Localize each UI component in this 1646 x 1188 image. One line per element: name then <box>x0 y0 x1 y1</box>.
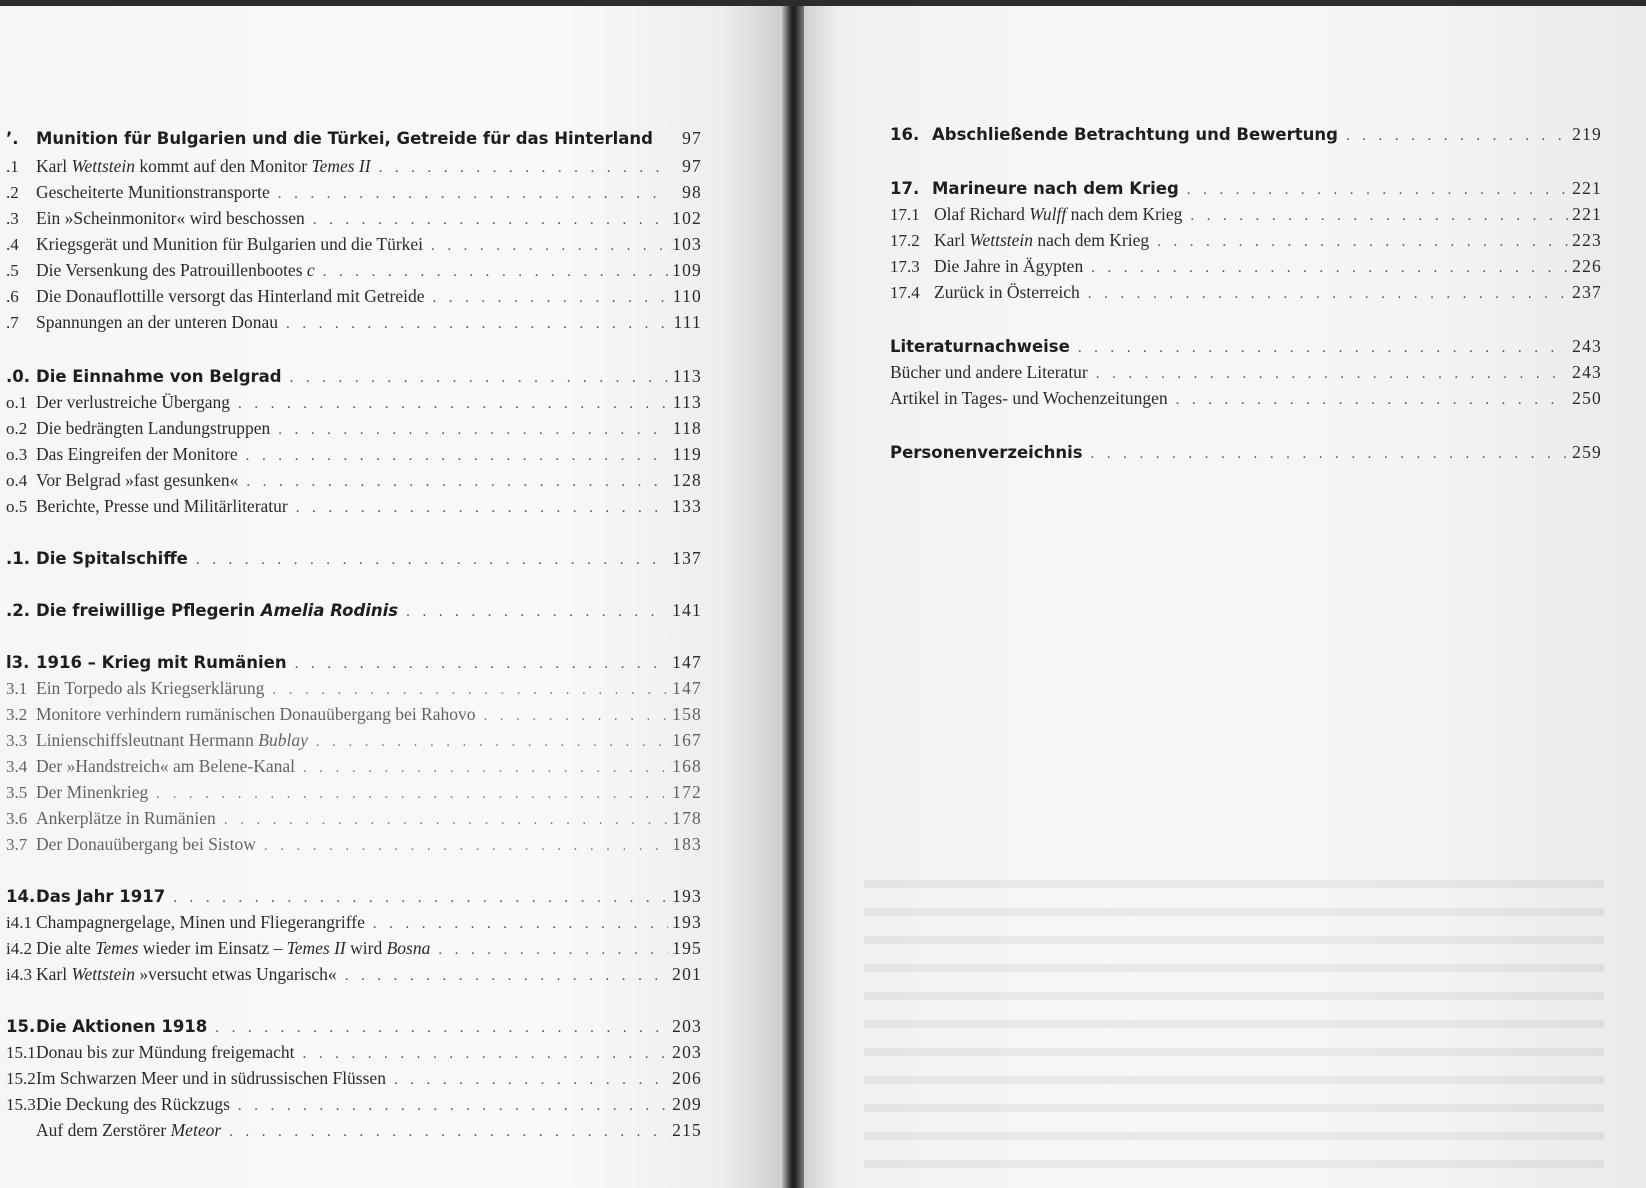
toc-title: Olaf Richard Wulff nach dem Krieg <box>934 204 1183 224</box>
toc-title: Die bedrängten Landungstruppen <box>36 418 271 438</box>
toc-number: 14. <box>6 887 36 906</box>
toc-title: Der »Handstreich« am Belene-Kanal <box>36 756 295 776</box>
toc-number: 15. <box>6 1017 36 1036</box>
toc-entry <box>6 756 702 777</box>
toc-title: Literaturnachweise <box>890 337 1070 356</box>
toc-page-number: 147 <box>672 678 702 698</box>
toc-page-number: 167 <box>672 730 702 750</box>
dot-leader <box>238 448 668 465</box>
toc-title: Im Schwarzen Meer und in südrussischen Flüssen <box>36 1068 386 1088</box>
toc-title: Bücher und andere Literatur <box>890 362 1088 382</box>
dot-leader <box>337 968 668 985</box>
toc-page-number: 97 <box>682 156 702 176</box>
toc-title: Personenverzeichnis <box>890 443 1083 462</box>
toc-title: Champagnergelage, Minen und Fliegerangriffe <box>36 912 365 932</box>
toc-title: Ein »Scheinmonitor« wird beschossen <box>36 208 305 228</box>
dot-leader <box>207 1020 668 1037</box>
dot-leader <box>305 212 668 229</box>
toc-entry <box>6 470 702 491</box>
toc-entry <box>6 286 702 307</box>
toc-page-number: 203 <box>672 1042 702 1062</box>
toc-page-number: 98 <box>682 182 702 202</box>
toc-page-number: 172 <box>672 782 702 802</box>
toc-number: .7 <box>6 313 19 332</box>
dot-leader <box>270 186 668 203</box>
dot-leader <box>287 656 668 673</box>
dot-leader <box>1083 446 1568 463</box>
toc-title: Die Aktionen 1918 <box>36 1017 208 1036</box>
toc-entry <box>6 182 702 203</box>
dot-leader <box>256 838 668 855</box>
toc-entry <box>6 834 702 855</box>
toc-page-number: 221 <box>1572 178 1602 198</box>
dot-leader <box>216 812 668 829</box>
toc-title: Munition für Bulgarien und die Türkei, Getreide für das Hinterland <box>36 129 653 148</box>
toc-page-number: 141 <box>672 600 702 620</box>
toc-title: Gescheiterte Munitionstransporte <box>36 182 270 202</box>
toc-number: 17.4 <box>890 283 920 302</box>
dot-leader <box>1070 340 1568 357</box>
toc-entry <box>6 1068 702 1089</box>
toc-page-number: 243 <box>1572 362 1602 382</box>
toc-number: 15.3 <box>6 1095 36 1114</box>
toc-title: Monitore verhindern rumänischen Donauübergang bei Rahovo <box>36 704 476 724</box>
toc-entry <box>6 208 702 229</box>
toc-page-number: 133 <box>672 496 702 516</box>
toc-page-number: 223 <box>1572 230 1602 250</box>
toc-title: Karl Wettstein »versucht etwas Ungarisch« <box>36 964 337 984</box>
toc-entry <box>6 808 702 829</box>
toc-entry <box>890 388 1602 409</box>
toc-entry <box>6 1042 702 1063</box>
toc-entry <box>890 282 1602 303</box>
book-gutter <box>782 6 804 1188</box>
dot-leader <box>221 1124 668 1140</box>
toc-title: Spannungen an der unteren Donau <box>36 312 279 332</box>
toc-entry <box>6 1094 702 1115</box>
dot-leader <box>282 370 668 387</box>
dot-leader <box>1083 260 1568 277</box>
toc-title: Ankerplätze in Rumänien <box>36 808 216 828</box>
toc-entry <box>890 204 1602 225</box>
dot-leader <box>188 552 668 569</box>
dot-leader <box>476 708 669 725</box>
toc-page-number: 183 <box>672 834 702 854</box>
toc-heading <box>6 128 702 149</box>
dot-leader <box>288 500 668 517</box>
toc-number: .1 <box>6 157 19 176</box>
toc-entry <box>6 704 702 725</box>
toc-number: .2. <box>6 601 31 620</box>
toc-title: Die Deckung des Rückzugs <box>36 1094 230 1114</box>
toc-page-number: 137 <box>672 548 702 568</box>
toc-entry <box>6 912 702 933</box>
toc-page-number: 128 <box>672 470 702 490</box>
left-page <box>0 6 782 1188</box>
toc-number: 17. <box>890 179 920 198</box>
toc-heading <box>890 442 1602 463</box>
toc-entry-cut-off <box>6 1120 702 1140</box>
toc-number: .6 <box>6 287 19 306</box>
dot-leader <box>1080 286 1568 303</box>
toc-page-number: 259 <box>1572 442 1602 462</box>
toc-page-number: 119 <box>672 444 702 464</box>
toc-number: i4.1 <box>6 913 32 932</box>
toc-title: Die alte Temes wieder im Einsatz – Temes II wird Bosna <box>36 938 431 958</box>
toc-number: ’. <box>6 129 19 148</box>
dot-leader <box>1179 182 1568 199</box>
dot-leader <box>308 734 668 751</box>
toc-page-number: 113 <box>672 366 702 386</box>
toc-page-number: 147 <box>672 652 702 672</box>
toc-heading <box>6 366 702 387</box>
toc-number: 3.7 <box>6 835 28 854</box>
toc-title: Marineure nach dem Krieg <box>932 179 1179 198</box>
toc-entry <box>6 418 702 439</box>
toc-title: Artikel in Tages- und Wochenzeitungen <box>890 388 1168 408</box>
toc-number: 3.6 <box>6 809 28 828</box>
toc-page-number: 226 <box>1572 256 1602 276</box>
toc-number: .1. <box>6 549 31 568</box>
toc-page-number: 250 <box>1572 388 1602 408</box>
toc-page-number: 110 <box>672 286 702 306</box>
toc-heading <box>6 600 702 621</box>
toc-page-number: 215 <box>672 1120 702 1140</box>
toc-number: 3.5 <box>6 783 28 802</box>
toc-title: Die freiwillige Pflegerin Amelia Rodinis <box>36 601 399 620</box>
toc-number: 3.3 <box>6 731 28 750</box>
toc-number: 3.4 <box>6 757 28 776</box>
toc-entry <box>6 782 702 803</box>
dot-leader <box>365 916 668 933</box>
toc-number: .2 <box>6 183 19 202</box>
show-through-text <box>864 866 1604 1188</box>
toc-page-number: 219 <box>1572 124 1602 144</box>
toc-title: Der verlustreiche Übergang <box>36 392 231 412</box>
toc-page-number: 103 <box>672 234 702 254</box>
toc-number: 3.1 <box>6 679 28 698</box>
toc-entry <box>6 156 702 177</box>
dot-leader <box>278 316 668 333</box>
toc-heading <box>6 1016 702 1037</box>
toc-title: Der Donauübergang bei Sistow <box>36 834 256 854</box>
toc-page-number: 195 <box>672 938 702 958</box>
toc-entry <box>6 234 702 255</box>
toc-page-number: 97 <box>682 128 702 148</box>
toc-page-number: 221 <box>1572 204 1602 224</box>
toc-title: Die Versenkung des Patrouillenbootes c <box>36 260 315 280</box>
toc-page-number: 209 <box>672 1094 702 1114</box>
toc-heading <box>890 124 1602 145</box>
dot-leader <box>424 290 668 307</box>
dot-leader <box>398 604 668 621</box>
toc-entry <box>6 312 702 333</box>
toc-entry <box>6 392 702 413</box>
toc-page-number: 201 <box>672 964 702 984</box>
toc-number: o.3 <box>6 445 28 464</box>
dot-leader <box>371 160 668 177</box>
toc-number: i4.3 <box>6 965 32 984</box>
dot-leader <box>230 396 668 413</box>
dot-leader <box>295 760 668 777</box>
toc-title: Die Jahre in Ägypten <box>934 256 1084 276</box>
toc-title: Der Minenkrieg <box>36 782 149 802</box>
toc-title: Vor Belgrad »fast gesunken« <box>36 470 239 490</box>
dot-leader <box>315 264 668 281</box>
toc-page-number: 158 <box>672 704 702 724</box>
dot-leader <box>264 682 668 699</box>
toc-title: Die Spitalschiffe <box>36 549 188 568</box>
toc-number: .4 <box>6 235 19 254</box>
dot-leader <box>423 238 668 255</box>
toc-title: Auf dem Zerstörer Meteor <box>36 1120 222 1140</box>
toc-heading <box>890 178 1602 199</box>
toc-number: l3. <box>6 653 30 672</box>
toc-number: 15.2 <box>6 1069 36 1088</box>
toc-page-number: 203 <box>672 1016 702 1036</box>
toc-entry <box>6 938 702 959</box>
toc-heading <box>890 336 1602 357</box>
toc-page-number: 243 <box>1572 336 1602 356</box>
dot-leader <box>270 422 668 439</box>
toc-number: i4.2 <box>6 939 32 958</box>
right-page <box>804 6 1646 1188</box>
toc-page-number: 178 <box>672 808 702 828</box>
toc-entry <box>6 260 702 281</box>
toc-number: .3 <box>6 209 19 228</box>
toc-page-number: 193 <box>672 912 702 932</box>
toc-heading <box>6 548 702 569</box>
toc-page-number: 111 <box>673 312 702 332</box>
toc-entry <box>6 444 702 465</box>
toc-page-number: 113 <box>672 392 702 412</box>
toc-page-number: 168 <box>672 756 702 776</box>
toc-number: 17.2 <box>890 231 920 250</box>
toc-title: Zurück in Österreich <box>934 282 1080 302</box>
toc-page-number: 237 <box>1572 282 1602 302</box>
toc-page-number: 102 <box>672 208 702 228</box>
dot-leader <box>165 890 668 907</box>
toc-entry <box>6 496 702 517</box>
toc-heading <box>6 652 702 673</box>
dot-leader <box>430 942 668 959</box>
toc-number: o.4 <box>6 471 28 490</box>
dot-leader <box>1338 128 1568 145</box>
toc-number: 17.1 <box>890 205 920 224</box>
toc-entry <box>890 230 1602 251</box>
toc-title: 1916 – Krieg mit Rumänien <box>36 653 287 672</box>
dot-leader <box>230 1098 668 1115</box>
toc-number: o.1 <box>6 393 28 412</box>
toc-number: .0. <box>6 367 31 386</box>
toc-page-number: 193 <box>672 886 702 906</box>
toc-title: Karl Wettstein kommt auf den Monitor Temes II <box>36 156 371 176</box>
toc-number: .5 <box>6 261 19 280</box>
toc-entry <box>6 730 702 751</box>
toc-number: 3.2 <box>6 705 28 724</box>
toc-title: Donau bis zur Mündung freigemacht <box>36 1042 295 1062</box>
dot-leader <box>148 786 668 803</box>
toc-heading <box>6 886 702 907</box>
dot-leader <box>295 1046 668 1063</box>
toc-entry <box>890 256 1602 277</box>
toc-entry <box>6 678 702 699</box>
toc-number: o.2 <box>6 419 28 438</box>
toc-number: 15.1 <box>6 1043 36 1062</box>
dot-leader <box>386 1072 668 1089</box>
dot-leader <box>238 474 668 491</box>
toc-title: Kriegsgerät und Munition für Bulgarien und die Türkei <box>36 234 424 254</box>
dot-leader <box>1088 366 1568 383</box>
toc-page-number: 109 <box>672 260 702 280</box>
toc-page-number: 118 <box>672 418 702 438</box>
toc-title: Das Eingreifen der Monitore <box>36 444 238 464</box>
toc-title: Karl Wettstein nach dem Krieg <box>934 230 1150 250</box>
dot-leader <box>1168 392 1568 409</box>
toc-page-number: 206 <box>672 1068 702 1088</box>
toc-number: 16. <box>890 125 920 144</box>
toc-title: Abschließende Betrachtung und Bewertung <box>932 125 1338 144</box>
toc-number: o.5 <box>6 497 28 516</box>
dot-leader <box>1182 208 1568 225</box>
toc-title: Das Jahr 1917 <box>36 887 166 906</box>
toc-entry <box>6 964 702 985</box>
toc-number: 17.3 <box>890 257 920 276</box>
toc-title: Ein Torpedo als Kriegserklärung <box>36 678 265 698</box>
toc-title: Die Donauflottille versorgt das Hinterland mit Getreide <box>36 286 425 306</box>
dot-leader <box>1149 234 1568 251</box>
toc-title: Die Einnahme von Belgrad <box>36 367 282 386</box>
toc-entry <box>890 362 1602 383</box>
toc-title: Berichte, Presse und Militärliteratur <box>36 496 288 516</box>
toc-title: Linienschiffsleutnant Hermann Bublay <box>36 730 308 750</box>
